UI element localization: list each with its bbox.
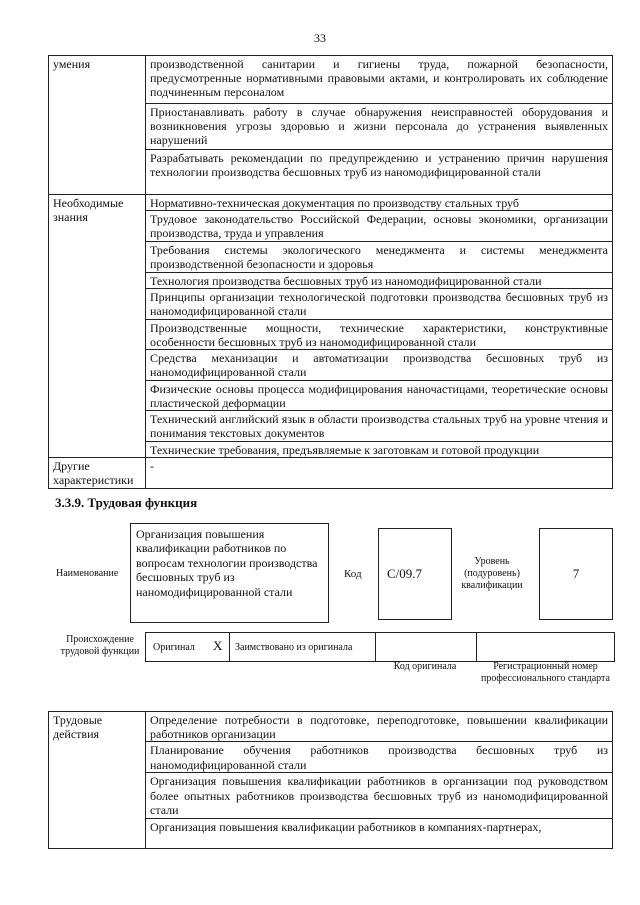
function-name-box: Организация повышения квалификации работников по вопросам технологии производства бесшовных труб из наномодифицированной стали bbox=[130, 523, 329, 623]
action-item: Определение потребности в подготовке, переподготовке, повышении квалификации работников организации bbox=[146, 712, 613, 742]
action-item: Планирование обучения работников производства бесшовных труб из наномодифицированной стали bbox=[146, 742, 613, 773]
action-item: Организация повышения квалификации работников в компаниях-партнерах, bbox=[146, 819, 613, 849]
row-label-skills: умения bbox=[49, 56, 146, 195]
other-item: - bbox=[146, 458, 613, 488]
knowledge-item: Трудовое законодательство Российской Федерации, основы экономики, организации производства, труда и управления bbox=[146, 211, 613, 242]
knowledge-item: Средства механизации и автоматизации производства бесшовных труб из наномодифицированной стали bbox=[146, 350, 613, 380]
knowledge-item: Технический английский язык в области производства стальных труб на уровне чтения и понимания текстовых документов bbox=[146, 411, 613, 442]
row-label-knowledge: Необходимые знания bbox=[49, 195, 146, 458]
original-label: Оригинал bbox=[153, 642, 195, 653]
code-value: C/09.7 bbox=[387, 566, 423, 581]
knowledge-item: Технология производства бесшовных труб из наномодифицированной стали bbox=[146, 272, 613, 288]
original-mark: X bbox=[213, 638, 223, 653]
original-code-caption: Код оригинала bbox=[393, 661, 457, 672]
original-cell bbox=[145, 632, 230, 662]
knowledge-item: Принципы организации технологической подготовки производства бесшовных труб из наномодифицированной стали bbox=[146, 288, 613, 319]
section-title: 3.3.9. Трудовая функция bbox=[55, 495, 198, 510]
knowledge-item: Физические основы процесса модифицирования наночастицами, теоретические основы пластической деформации bbox=[146, 380, 613, 410]
name-label: Наименование bbox=[56, 568, 119, 579]
skill-item: Разрабатывать рекомендации по предупреждению и устранению причин нарушения технологии производства бесшовных труб из наномодифицированной стали bbox=[146, 150, 613, 195]
action-item: Организация повышения квалификации работников в организации под руководством более опытных работников производства бесшовных труб из наномодифицированной стали bbox=[146, 773, 613, 819]
knowledge-item: Технические требования, предъявляемые к заготовкам и готовой продукции bbox=[146, 442, 613, 458]
row-label-actions: Трудовые действия bbox=[49, 712, 146, 849]
knowledge-item: Производственные мощности, технические характеристики, конструктивные особенности бесшовных труб из наномодифицированной стали bbox=[146, 319, 613, 349]
code-box bbox=[378, 528, 452, 620]
row-label-other: Другие характеристики bbox=[49, 458, 146, 488]
page-number: 33 bbox=[314, 31, 326, 45]
origin-label: Происхождение трудовой функции bbox=[60, 634, 140, 657]
level-label: Уровень (подуровень) квалификации bbox=[461, 556, 523, 591]
skills-knowledge-table bbox=[48, 55, 613, 489]
level-value: 7 bbox=[572, 566, 580, 581]
borrowed-cell bbox=[229, 632, 376, 662]
borrowed-label: Заимствовано из оригинала bbox=[235, 642, 353, 653]
level-box bbox=[539, 528, 613, 620]
code-label: Код bbox=[344, 568, 362, 580]
skill-item: Приостанавливать работу в случае обнаружения неисправностей оборудования и возникновения угрозы здоровью и жизни персонала до устранения выявленных нарушений bbox=[146, 104, 613, 150]
knowledge-item: Требования системы экологического менеджмента и системы менеджмента производственной безопасности и здоровья bbox=[146, 242, 613, 272]
knowledge-item: Нормативно-техническая документация по производству стальных труб bbox=[146, 195, 613, 211]
skill-item: производственной санитарии и гигиены труда, пожарной безопасности, предусмотренные нормативными правовыми актами, и контролировать их соблюдение подчиненным персоналом bbox=[146, 56, 613, 104]
reg-number-caption: Регистрационный номер профессионального стандарта bbox=[481, 661, 610, 684]
reg-number-cell bbox=[476, 632, 615, 662]
labor-actions-table bbox=[48, 711, 613, 849]
original-code-cell bbox=[375, 632, 477, 662]
